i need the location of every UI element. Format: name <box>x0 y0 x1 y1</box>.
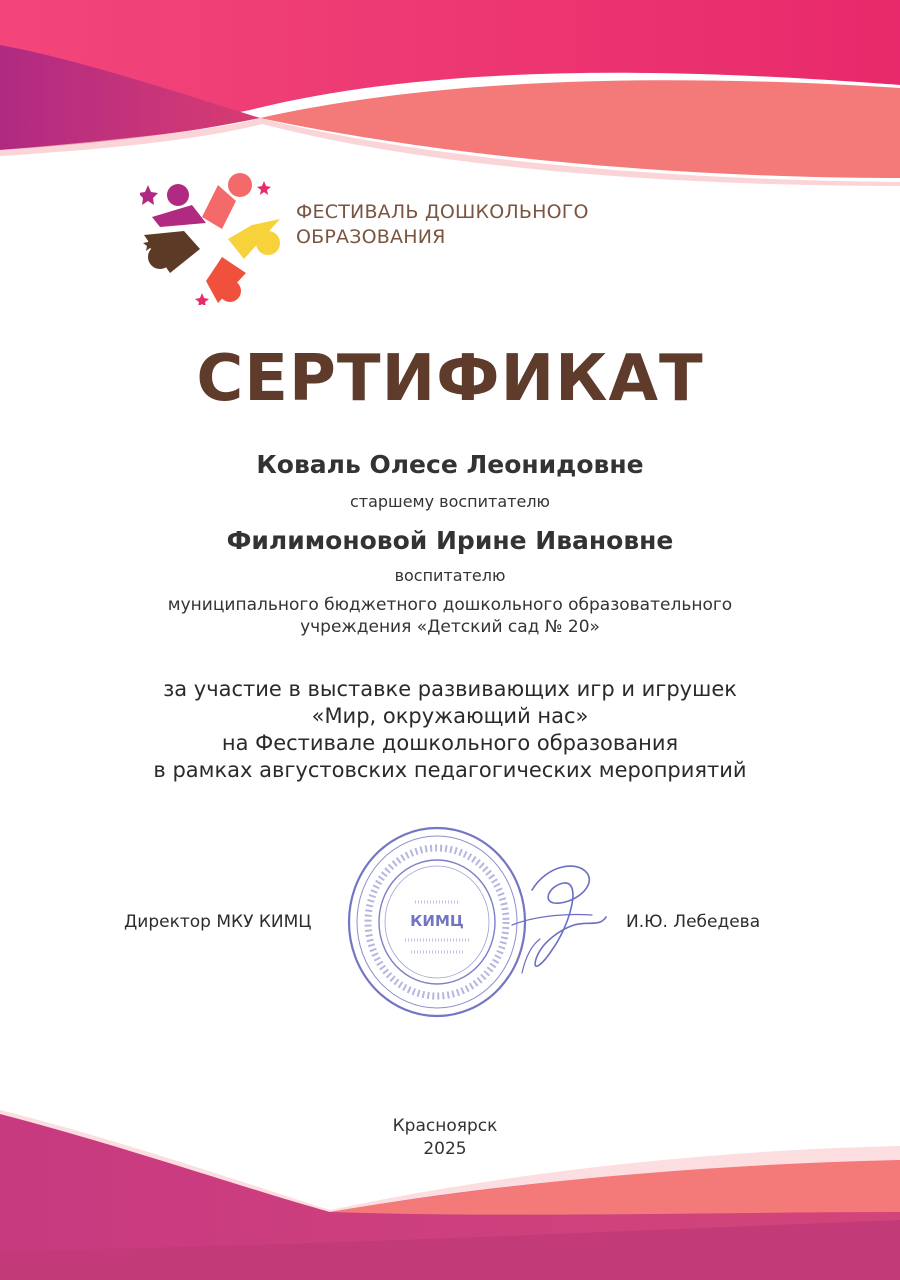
reason-line: за участие в выставке развивающих игр и игрушек <box>163 677 737 701</box>
bottom-wave-decoration <box>0 1100 900 1280</box>
reason-line: «Мир, окружающий нас» <box>311 704 589 728</box>
signer-name: И.Ю. Лебедева <box>626 912 761 932</box>
recipient2-name: Филимоновой Ирине Ивановне <box>226 526 674 555</box>
reason-line: в рамках августовских педагогических мероприятий <box>153 758 747 782</box>
top-wave-decoration <box>0 0 900 200</box>
stamp-center-text: КИМЦ <box>410 912 464 930</box>
organization-line1: муниципального бюджетного дошкольного образовательного <box>167 595 733 615</box>
recipient1-name: Коваль Олесе Леонидовне <box>256 450 644 479</box>
recipient2-role: воспитателю <box>394 566 506 585</box>
city: Красноярск <box>392 1116 498 1136</box>
year: 2025 <box>423 1139 467 1159</box>
handwritten-signature <box>492 855 612 980</box>
recipient1-role: старшему воспитателю <box>349 492 551 511</box>
certificate-title: СЕРТИФИКАТ <box>196 342 704 416</box>
reason-line: на Фестивале дошкольного образования <box>221 731 679 755</box>
festival-name-line2: ОБРАЗОВАНИЯ <box>296 226 446 248</box>
festival-name-line1: ФЕСТИВАЛЬ ДОШКОЛЬНОГО <box>296 201 589 223</box>
organization-line2: учреждения «Детский сад № 20» <box>300 617 600 637</box>
signer-position: Директор МКУ КИМЦ <box>124 912 312 932</box>
festival-name <box>296 200 656 250</box>
festival-logo-icon <box>140 165 280 305</box>
